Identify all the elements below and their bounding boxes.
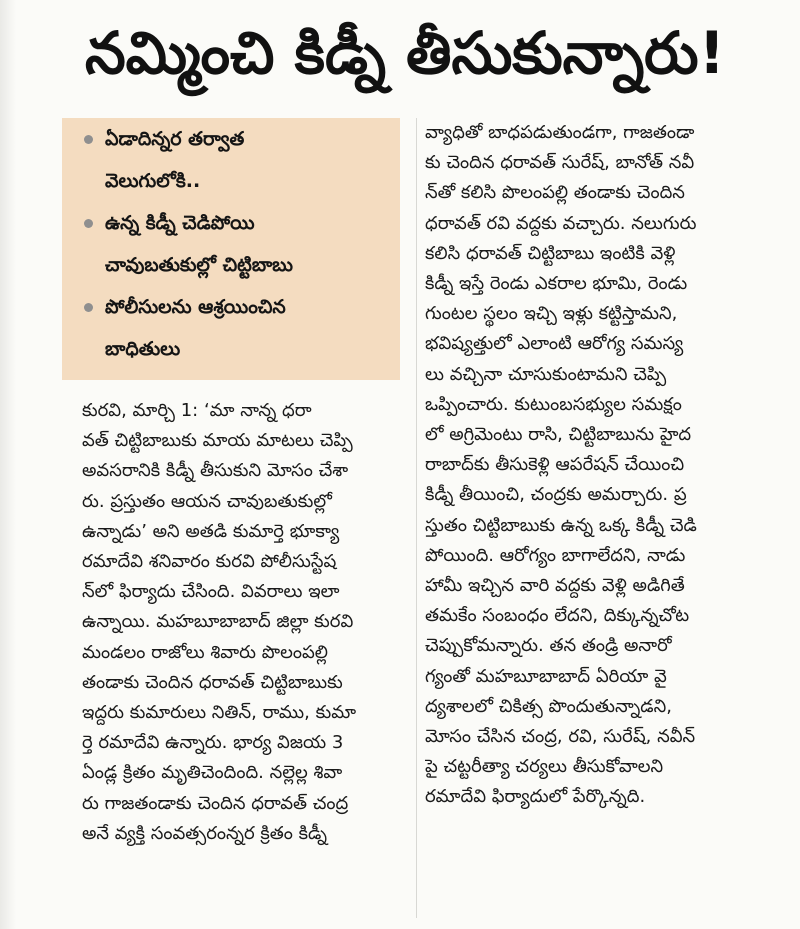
article-line: తమకేం సంబంధం లేదని, దిక్కున్నచోట (425, 605, 690, 627)
highlight-line: వెలుగులోకి.. (105, 170, 201, 192)
article-line: కిడ్నీ ఇస్తే రెండు ఎకరాల భూమి, రెండు (425, 273, 688, 295)
article-line: రమాదేవి ఫిర్యాదులో పేర్కొన్నది. (425, 786, 646, 808)
highlight-line: ఉన్న కిడ్నీ చెడిపోయి (105, 212, 255, 234)
article-line: ద్యశాలలో చికిత్స పొందుతున్నాడని, (425, 695, 672, 717)
article-line: వత్ చిట్టిబాబుకు మాయ మాటలు చెప్పి (82, 430, 353, 452)
column-divider (416, 118, 417, 918)
highlight-line: ఏడాదిన్నర తర్వాత (105, 128, 245, 150)
article-line: రమాదేవి శనివారం కురవి పోలీసుస్టేష (82, 551, 337, 573)
right-column (425, 118, 787, 813)
highlight-item (62, 202, 400, 286)
article-line: గుంటల స్థలం ఇచ్చి ఇళ్లు కట్టిస్తామని, (425, 303, 678, 325)
article-line: ఇద్దరు కుమారులు నితిన్, రాము, కుమా (82, 702, 357, 724)
article-line: న్‌లో ఫిర్యాదు చేసింది. వివరాలు ఇలా (82, 581, 340, 603)
article-line: ధరావత్ రవి వద్దకు వచ్చారు. నలుగురు (425, 212, 697, 234)
article-line: తండాకు చెందిన ధరావత్ చిట్టిబాబుకు (82, 671, 343, 693)
bullet-icon (84, 303, 93, 312)
article-line: అవసరానికి కిడ్నీ తీసుకుని మోసం చేశా (82, 460, 349, 482)
article-line: న్‌తో కలిసి పొలంపల్లి తండాకు చెందిన (425, 182, 685, 204)
article-line: ఏండ్ల క్రితం మృతిచెందింది. నల్లెల్ల శివా (82, 762, 343, 784)
article-line: కలిసి ధరావత్ చిట్టిబాబు ఇంటికి వెళ్లి (425, 242, 676, 264)
article-line: మోసం చేసిన చంద్ర, రవి, సురేష్, నవీన్ (425, 726, 696, 748)
article-line: లో అగ్రిమెంటు రాసి, చిట్టిబాబును హైద (425, 424, 692, 446)
article-line: ర్తె రమాదేవి ఉన్నారు. భార్య విజయ 3 (82, 732, 344, 754)
article-line: రాబాద్‌కు తీసుకెళ్లి ఆపరేషన్ చేయించి (425, 454, 685, 476)
article-line: ఉన్నాడు’ అని అతడి కుమార్తె భూక్యా (82, 520, 340, 542)
highlight-line: పోలీసులను ఆశ్రయించిన (105, 296, 286, 318)
left-column (82, 396, 412, 849)
article-line: చెప్పుకోమన్నారు. తన తండ్రి అనారో (425, 635, 672, 657)
article-line: రు గాజతండాకు చెందిన ధరావత్ చంద్ర (82, 792, 349, 814)
article-line: రు. ప్రస్తుతం ఆయన చావుబతుకుల్లో (82, 490, 332, 512)
article-line: కు చెందిన ధరావత్ సురేష్, బానోత్ నవీ (425, 152, 695, 174)
highlights-box (62, 118, 400, 380)
article-line: ఉన్నాయి. మహబూబాబాద్ జిల్లా కురవి (82, 611, 354, 633)
bullet-icon (84, 219, 93, 228)
page-edge-shadow (0, 0, 16, 929)
article-line: అనే వ్యక్తి సంవత్సరంన్నర క్రితం కిడ్నీ (82, 822, 327, 844)
article-line: మండలం రాజోలు శివారు పొలంపల్లి (82, 641, 328, 663)
highlight-line: చావుబతుకుల్లో చిట్టిబాబు (105, 254, 294, 276)
article-line: పోయింది. ఆరోగ్యం బాగాలేదని, నాడు (425, 544, 686, 566)
article-line: వ్యాధితో బాధపడుతుండగా, గాజతండా (425, 122, 695, 143)
article-line: ఒప్పించారు. కుటుంబసభ్యుల సమక్షం (425, 393, 682, 415)
bullet-icon (84, 135, 93, 144)
article-line: లు వచ్చినా చూసుకుంటామని చెప్పి (425, 363, 667, 385)
article-line: కిడ్నీ తీయించి, చంద్రకు అమర్చారు. ప్ర (425, 484, 687, 506)
article-line: భవిష్యత్తులో ఎలాంటి ఆరోగ్య సమస్య (425, 333, 684, 355)
article-line: గ్యంతో మహబూబాబాద్ ఏరియా వై (425, 665, 667, 687)
highlight-item (62, 118, 400, 202)
article-line: పై చట్టరీత్యా చర్యలు తీసుకోవాలని (425, 756, 664, 778)
highlight-line: బాధితులు (105, 338, 181, 360)
highlight-item (62, 286, 400, 370)
article-line: స్తుతం చిట్టిబాబుకు ఉన్న ఒక్క కిడ్నీ చెడి (425, 514, 697, 536)
headline: నమ్మించి కిడ్నీ తీసుకున్నారు! (84, 18, 726, 87)
article-line: హామీ ఇచ్చిన వారి వద్దకు వెళ్లి అడిగితే (425, 575, 685, 597)
article-line: కురవి, మార్చి 1: ‘మా నాన్న ధరా (82, 400, 312, 421)
